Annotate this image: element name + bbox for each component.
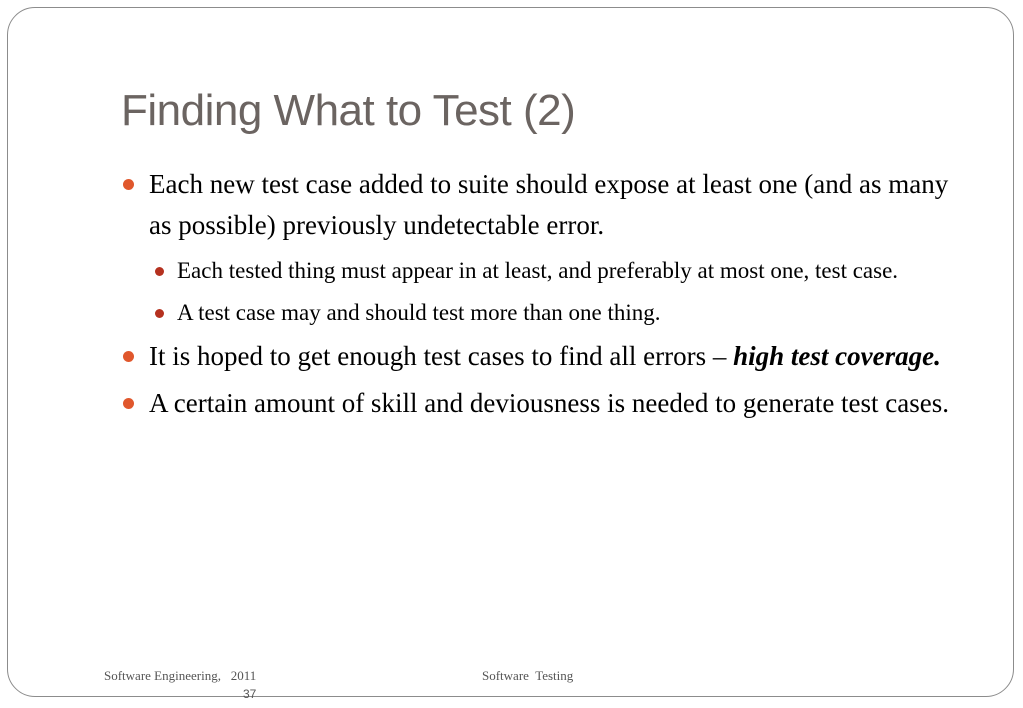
bullet-item	[121, 383, 951, 424]
slide	[7, 7, 1014, 697]
sub-bullet-text: A test case may and should test more than one thing.	[177, 300, 661, 325]
footer-course: Software Engineering, 2011	[104, 668, 257, 683]
footer-topic: Software Testing	[482, 668, 574, 683]
sub-bullet-text: Each tested thing must appear in at least, and preferably at most one, test case.	[177, 258, 899, 283]
bullet-dot-icon	[123, 351, 134, 362]
bullet-item	[121, 164, 951, 246]
bullet-text: A certain amount of skill and deviousness is needed to generate test cases.	[149, 388, 950, 418]
sub-bullet-dot-icon	[155, 309, 164, 318]
page-number: 37	[243, 687, 257, 701]
slide-title: Finding What to Test (2)	[121, 86, 576, 135]
bullet-item	[121, 336, 951, 377]
bullet-dot-icon	[123, 398, 134, 409]
sub-bullet-item	[121, 294, 951, 332]
bullet-text: It is hoped to get enough test cases to find all errors –	[149, 341, 734, 371]
slide-content	[121, 164, 951, 430]
sub-bullet-dot-icon	[155, 267, 164, 276]
sub-bullet-item	[121, 252, 951, 290]
bullet-text: Each new test case added to suite should expose at least one (and as many as possible) previously undetectable error.	[149, 169, 949, 240]
bullet-emphasis-text: high test coverage.	[733, 341, 941, 371]
bullet-dot-icon	[123, 179, 134, 190]
